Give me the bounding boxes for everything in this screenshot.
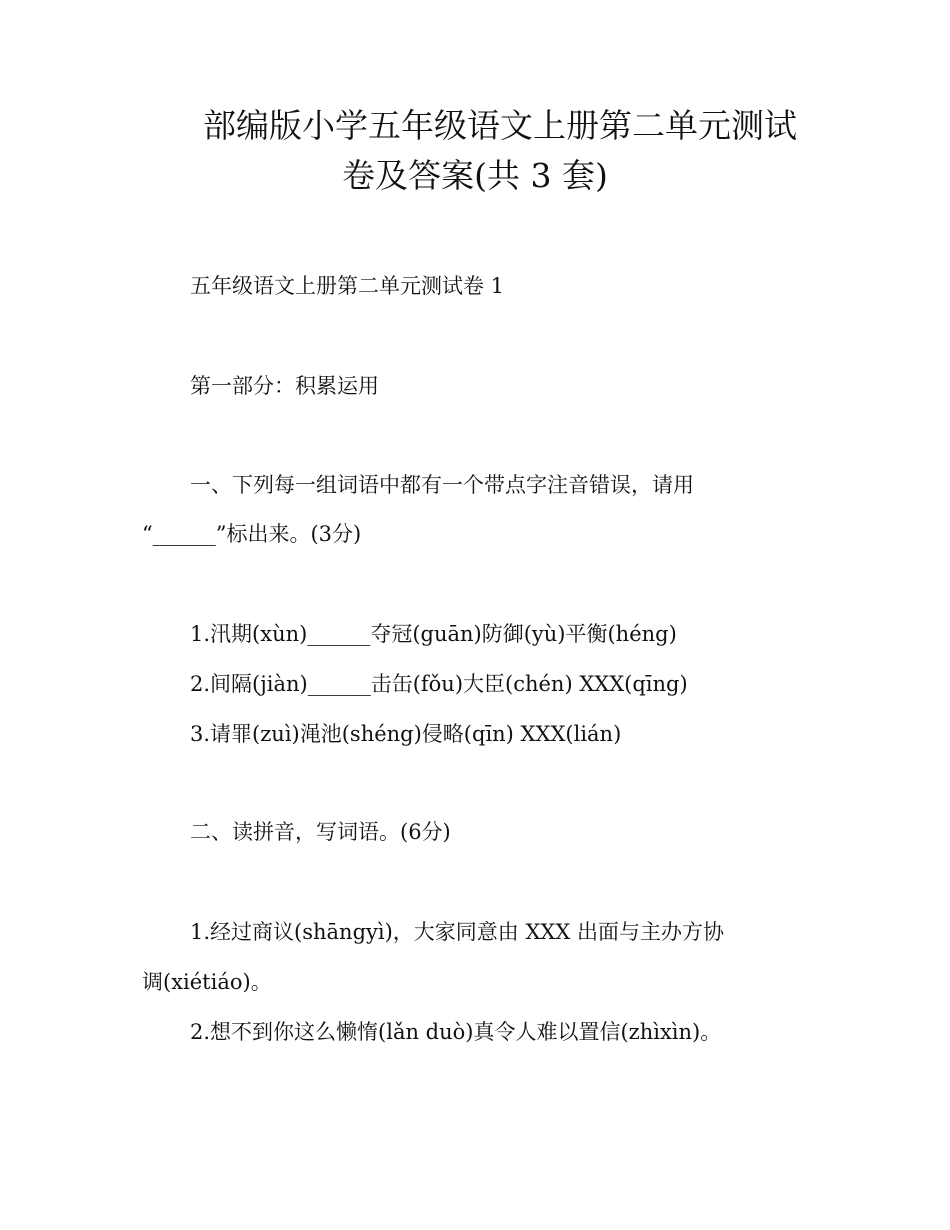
question-1-item-1: 1.汛期(xùn)______夺冠(guān)防御(yù)平衡(héng) bbox=[190, 622, 677, 646]
document-title-line-2: 卷及答案(共 3 套) bbox=[342, 156, 608, 195]
part-heading: 第一部分：积累运用 bbox=[190, 374, 379, 398]
question-1-line-1: 一、下列每一组词语中都有一个带点字注音错误，请用 bbox=[190, 473, 694, 497]
question-1-item-2: 2.间隔(jiàn)______击缶(fǒu)大臣(chén) XXX(qīng) bbox=[190, 672, 688, 696]
question-1-item-3: 3.请罪(zuì)渑池(shéng)侵略(qīn) XXX(lián) bbox=[190, 722, 622, 746]
question-2-heading: 二、读拼音，写词语。(6分) bbox=[190, 820, 451, 844]
question-2-item-1-line-2: 调(xiétiáo)。 bbox=[142, 970, 272, 994]
question-2-item-1-line-1: 1.经过商议(shāngyì)，大家同意由 XXX 出面与主办方协 bbox=[190, 920, 724, 944]
question-1-line-2: “______”标出来。(3分) bbox=[142, 522, 362, 546]
test-heading: 五年级语文上册第二单元测试卷 1 bbox=[190, 274, 505, 298]
document-title-line-1: 部编版小学五年级语文上册第二单元测试 bbox=[203, 106, 797, 145]
question-2-item-2: 2.想不到你这么懒惰(lǎn duò)真令人难以置信(zhìxìn)。 bbox=[190, 1020, 722, 1044]
